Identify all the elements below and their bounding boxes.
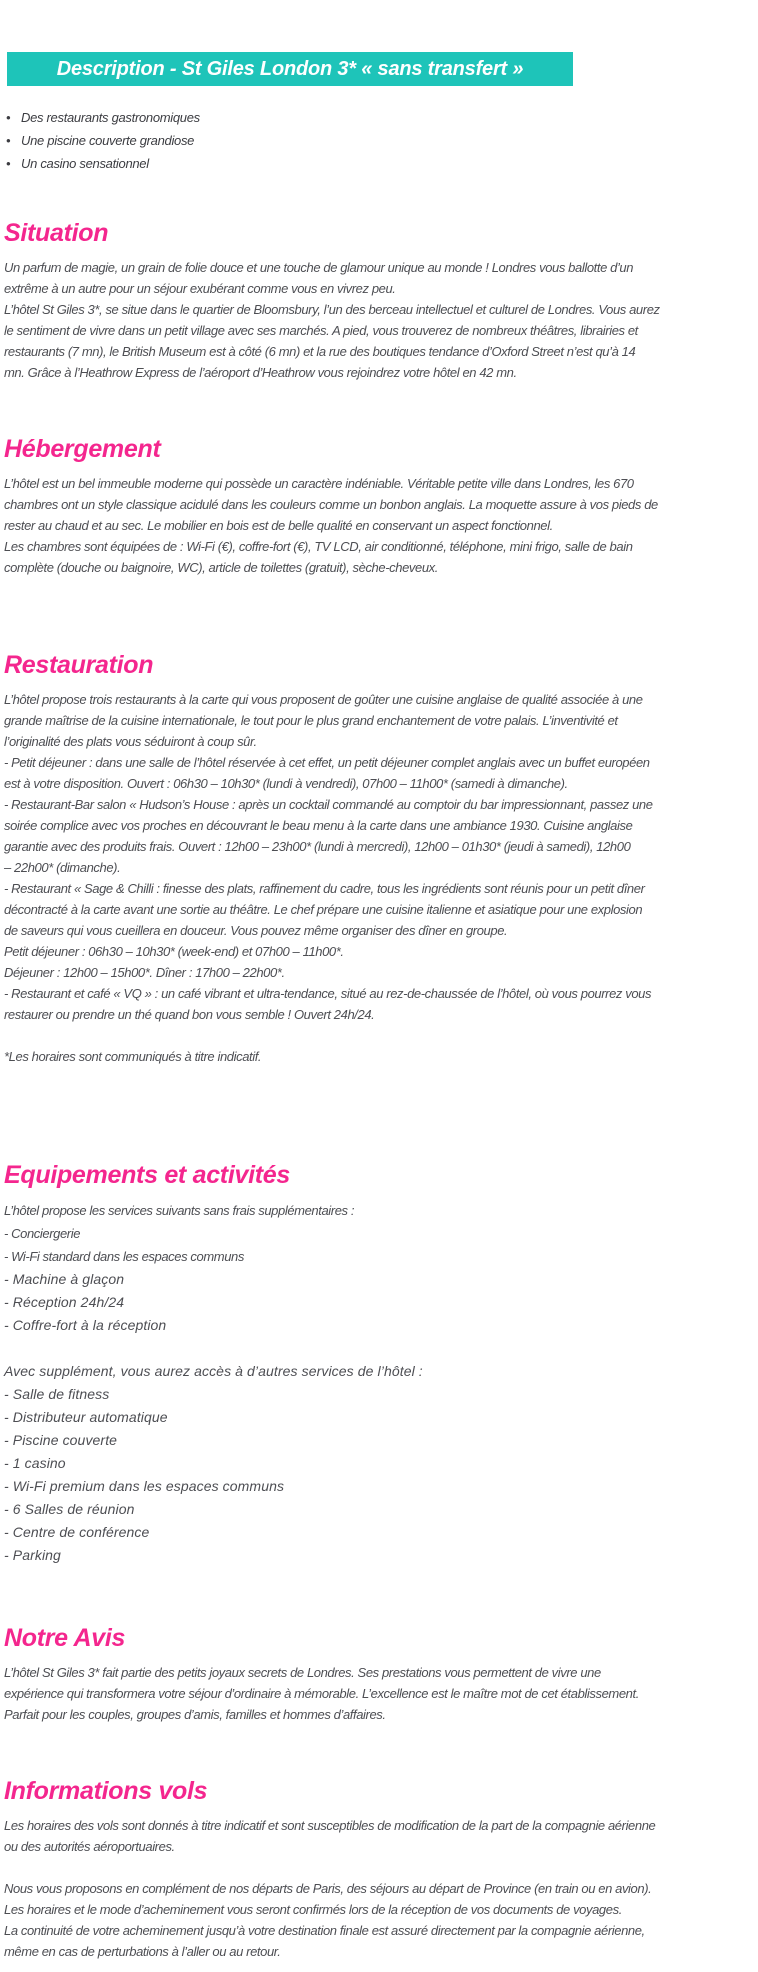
text-line: de saveurs qui vous cueillera en douceur. Vous pouvez même organiser des dîner en groupe. xyxy=(4,923,508,938)
text-line xyxy=(4,1025,758,1046)
text-line: Les chambres sont équipées de : Wi-Fi (€), coffre-fort (€), TV LCD, air conditionné, téléphone, mini frigo, salle de bain xyxy=(4,539,633,554)
text-line: – 22h00* (dimanche). xyxy=(4,860,121,875)
section-hebergement xyxy=(4,433,758,599)
section-heading-hebergement: Hébergement xyxy=(4,435,161,463)
text-line: - Wi-Fi standard dans les espaces communs xyxy=(4,1249,244,1264)
text-line: - Restaurant « Sage & Chilli : finesse des plats, raffinement du cadre, tous les ingrédients sont réunis pour un petit dîner xyxy=(4,881,645,896)
section-heading-notre-avis: Notre Avis xyxy=(4,1624,126,1652)
section-heading-equipements: Equipements et activités xyxy=(4,1161,290,1189)
text-line: soirée complice avec vos proches en découvrant le beau menu à la carte dans une ambiance 1930. Cuisine anglaise xyxy=(4,818,633,833)
text-line: - Restaurant-Bar salon « Hudson’s House : après un cocktail commandé au comptoir du bar impressionnant, passez une xyxy=(4,797,653,812)
text-line xyxy=(4,1067,758,1088)
text-line: Parfait pour les couples, groupes d’amis, familles et hommes d’affaires. xyxy=(4,1707,386,1722)
text-line xyxy=(4,1337,758,1360)
section-body-equipements xyxy=(4,1199,758,1567)
section-informations-vols xyxy=(4,1775,758,1962)
text-line: - Restaurant et café « VQ » : un café vibrant et ultra-tendance, situé au rez-de-chaussée de l’hôtel, où vous pourrez vous xyxy=(4,986,652,1001)
section-body-restauration xyxy=(4,689,758,1109)
section-notre-avis xyxy=(4,1622,758,1725)
text-line: - Salle de fitness xyxy=(4,1386,110,1402)
text-line: - Parking xyxy=(4,1547,61,1563)
text-line: grande maîtrise de la cuisine internationale, le tout pour le plus grand enchantement de votre palais. L’inventivité et xyxy=(4,713,618,728)
highlight-item: • Un casino sensationnel xyxy=(6,152,758,175)
section-situation xyxy=(4,217,758,383)
page-title: Description - St Giles London 3* « sans transfert » xyxy=(56,57,524,80)
text-line: chambres ont un style classique acidulé dans les couleurs comme un bonbon anglais. La moquette assure à vos pieds de xyxy=(4,497,658,512)
text-line: ou des autorités aéroportuaires. xyxy=(4,1839,175,1854)
text-line: L’hôtel propose trois restaurants à la carte qui vous proposent de goûter une cuisine anglaise de qualité associée à une xyxy=(4,692,643,707)
text-line: - Coffre-fort à la réception xyxy=(4,1317,167,1333)
description-header-bar xyxy=(7,52,573,86)
text-line: L’hôtel St Giles 3*, se situe dans le quartier de Bloomsbury, l’un des berceau intellectuel et culturel de Londres. Vous aurez xyxy=(4,302,660,317)
text-line: Déjeuner : 12h00 – 15h00*. Dîner : 17h00 – 22h00*. xyxy=(4,965,285,980)
text-line: - Wi-Fi premium dans les espaces communs xyxy=(4,1478,285,1494)
text-line: même en cas de perturbations à l’aller ou au retour. xyxy=(4,1944,281,1959)
text-line: - Centre de conférence xyxy=(4,1524,150,1540)
text-line: expérience qui transformera votre séjour d’ordinaire à mémorable. L’excellence est le maître mot de cet établissement. xyxy=(4,1686,639,1701)
text-line: L’hôtel propose les services suivants sans frais supplémentaires : xyxy=(4,1203,355,1218)
text-line: - Réception 24h/24 xyxy=(4,1294,125,1310)
section-equipements-et-activites xyxy=(4,1159,758,1567)
section-body-informations-vols xyxy=(4,1815,758,1962)
section-body-hebergement xyxy=(4,473,758,599)
text-line: décontracté à la carte avant une sortie au théâtre. Le chef prépare une cuisine italienne et asiatique pour une explosion xyxy=(4,902,643,917)
text-line: *Les horaires sont communiqués à titre indicatif. xyxy=(4,1049,262,1064)
text-line: complète (douche ou baignoire, WC), article de toilettes (gratuit), sèche-cheveux. xyxy=(4,560,438,575)
text-line: - Machine à glaçon xyxy=(4,1271,125,1287)
text-line xyxy=(4,1088,758,1109)
section-body-notre-avis xyxy=(4,1662,758,1725)
text-line: Avec supplément, vous aurez accès à d’autres services de l’hôtel : xyxy=(4,1363,423,1379)
text-line: restaurer ou prendre un thé quand bon vous semble ! Ouvert 24h/24. xyxy=(4,1007,375,1022)
section-body-situation xyxy=(4,257,758,383)
text-line: garantie avec des produits frais. Ouvert : 12h00 – 23h00* (lundi à mercredi), 12h00 – 01h30* (jeudi à samedi), 12h00 xyxy=(4,839,631,854)
text-line: - Conciergerie xyxy=(4,1226,81,1241)
text-line: La continuité de votre acheminement jusqu’à votre destination finale est assuré directement par la compagnie aérienne, xyxy=(4,1923,645,1938)
highlight-item: • Une piscine couverte grandiose xyxy=(6,129,758,152)
highlight-item: • Des restaurants gastronomiques xyxy=(6,106,758,129)
text-line xyxy=(4,1857,758,1878)
text-line: Petit déjeuner : 06h30 – 10h30* (week-end) et 07h00 – 11h00*. xyxy=(4,944,344,959)
section-heading-restauration: Restauration xyxy=(4,651,154,679)
text-line: - Petit déjeuner : dans une salle de l’hôtel réservée à cet effet, un petit déjeuner complet anglais avec un buffet européen xyxy=(4,755,650,770)
text-line: restaurants (7 mn), le British Museum est à côté (6 mn) et la rue des boutiques tendance d’Oxford Street n’est qu’à 14 xyxy=(4,344,636,359)
text-line: - 6 Salles de réunion xyxy=(4,1501,135,1517)
hotel-highlights-list xyxy=(6,106,758,175)
text-line: L’hôtel St Giles 3* fait partie des petits joyaux secrets de Londres. Ses prestations vous permettent de vivre une xyxy=(4,1665,601,1680)
text-line: est à votre disposition. Ouvert : 06h30 – 10h30* (lundi à vendredi), 07h00 – 11h00* (samedi à dimanche). xyxy=(4,776,568,791)
text-line: - 1 casino xyxy=(4,1455,66,1471)
text-line: - Distributeur automatique xyxy=(4,1409,168,1425)
text-line: Les horaires des vols sont donnés à titre indicatif et sont susceptibles de modification de la part de la compagnie aérienne xyxy=(4,1818,656,1833)
text-line: rester au chaud et au sec. Le mobilier en bois est de belle qualité en conservant un aspect fonctionnel. xyxy=(4,518,553,533)
section-heading-situation: Situation xyxy=(4,219,109,247)
text-line: le sentiment de vivre dans un petit village avec ses marchés. A pied, vous trouverez de nombreux théâtres, librairies et xyxy=(4,323,638,338)
text-line: L’hôtel est un bel immeuble moderne qui possède un caractère indéniable. Véritable petite ville dans Londres, les 670 xyxy=(4,476,634,491)
section-heading-informations-vols: Informations vols xyxy=(4,1777,208,1805)
text-line: Un parfum de magie, un grain de folie douce et une touche de glamour unique au monde ! Londres vous ballotte d’un xyxy=(4,260,634,275)
text-line: l’originalité des plats vous séduiront à coup sûr. xyxy=(4,734,257,749)
text-line: Nous vous proposons en complément de nos départs de Paris, des séjours au départ de Province (en train ou en avion). xyxy=(4,1881,652,1896)
section-restauration xyxy=(4,649,758,1109)
text-line: Les horaires et le mode d’acheminement vous seront confirmés lors de la réception de vos documents de voyages. xyxy=(4,1902,622,1917)
text-line: extrême à un autre pour un séjour exubérant comme vous en vivrez peu. xyxy=(4,281,396,296)
text-line: mn. Grâce à l’Heathrow Express de l’aéroport d’Heathrow vous rejoindrez votre hôtel en 42 mn. xyxy=(4,365,517,380)
text-line xyxy=(4,578,758,599)
text-line: - Piscine couverte xyxy=(4,1432,118,1448)
bottom-padding xyxy=(0,1962,758,1972)
